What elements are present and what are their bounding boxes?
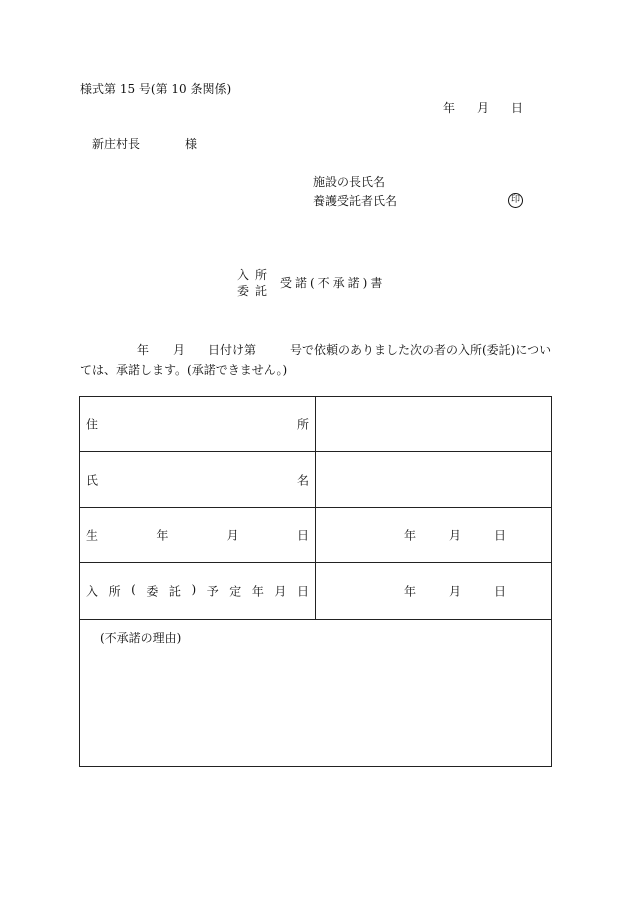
facility-head-name-label: 施設の長氏名 (313, 175, 386, 189)
planned-label-char: 年 (251, 584, 264, 599)
planned-label-char: 委 (146, 584, 159, 599)
birthdate-label-cell (80, 508, 316, 562)
body-line-2: ては、承諾します。(承諾できません。) (80, 363, 288, 377)
form-number: 様式第 15 号(第 10 条関係) (80, 82, 232, 96)
birthdate-label-char: 月 (226, 528, 239, 543)
address-label-char: 所 (296, 417, 309, 432)
name-label-char: 名 (296, 473, 309, 487)
table-row-name (80, 452, 551, 508)
title-option-entrustment: 委託 (237, 284, 274, 298)
planned-date-day: 日 (493, 584, 506, 599)
planned-label-char: ) (191, 582, 197, 597)
table-row-planned-date (80, 563, 551, 620)
planned-label-char: 託 (168, 584, 181, 599)
planned-date-value-cell[interactable] (316, 563, 551, 619)
table-row-birthdate (80, 508, 551, 563)
issue-date-month: 月 (476, 101, 489, 115)
birthdate-label-char: 日 (296, 528, 309, 543)
address-label-char: 住 (86, 417, 99, 432)
birthdate-value-cell[interactable] (316, 508, 551, 562)
addressee-honorific: 様 (185, 137, 198, 151)
issue-date-year: 年 (443, 101, 456, 115)
birthdate-label-char: 生 (86, 528, 99, 543)
form-table (79, 396, 552, 767)
refusal-reason-label: (不承諾の理由) (100, 631, 182, 645)
title-option-admission: 入所 (237, 268, 274, 282)
body-line-1 (80, 343, 550, 357)
name-label-cell (80, 452, 316, 507)
address-value-cell[interactable] (316, 397, 551, 451)
birthdate-label-char: 年 (156, 528, 169, 543)
planned-date-year: 年 (404, 584, 417, 599)
planned-label-char: 入 (86, 584, 99, 599)
planned-date-month: 月 (448, 584, 461, 599)
planned-label-char: 日 (296, 584, 309, 599)
planned-date-label-cell (80, 563, 316, 619)
birthdate-day: 日 (493, 528, 506, 543)
document-title: 受諾(不承諾)書 (280, 276, 386, 290)
address-label-cell (80, 397, 316, 451)
name-label-char: 氏 (86, 473, 99, 487)
planned-label-char: 月 (274, 584, 287, 599)
birthdate-year: 年 (404, 528, 417, 543)
planned-label-char: 予 (206, 584, 219, 599)
name-value-cell[interactable] (316, 452, 551, 507)
planned-label-char: ( (131, 582, 136, 597)
issue-date (443, 101, 523, 115)
seal-mark: 印 (508, 193, 523, 208)
body-line-1-rest: 号で依頼のありました次の者の入所(委託)につい (290, 343, 552, 357)
planned-label-char: 定 (229, 584, 242, 599)
body-date-prefix: 日付け第 (208, 343, 257, 357)
body-year: 年 (137, 343, 150, 357)
issue-date-day: 日 (510, 101, 523, 115)
birthdate-month: 月 (448, 528, 461, 543)
table-row-address (80, 397, 551, 452)
addressee: 新庄村長 (92, 137, 141, 151)
planned-label-char: 所 (108, 584, 121, 599)
guardian-name-label: 養護受託者氏名 (313, 194, 398, 208)
body-month: 月 (173, 343, 186, 357)
